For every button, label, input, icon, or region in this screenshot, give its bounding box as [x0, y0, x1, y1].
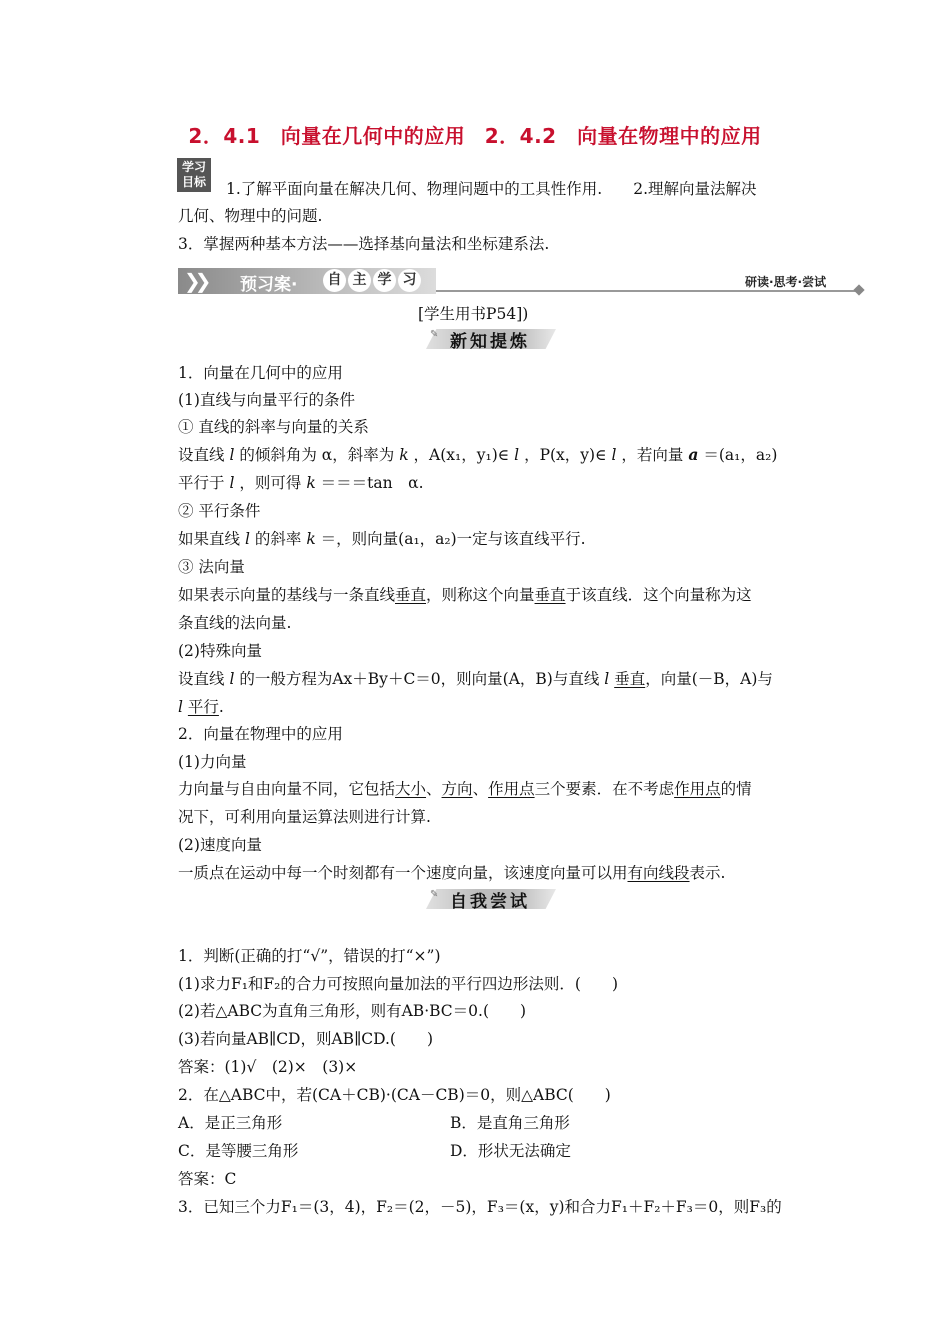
body-line: ② 平行条件 — [178, 502, 261, 520]
double-chevron-icon: ❯❯ — [184, 269, 206, 293]
body-line: (2)特殊向量 — [178, 642, 262, 660]
banner-circle-1: 自 — [323, 269, 346, 292]
title-part-2: 2．4.2 向量在物理中的应用 — [484, 124, 762, 148]
exercise-line: 2．在△ABC中，若(CA＋CB)·(CA－CB)＝0，则△ABC( ) — [178, 1086, 611, 1104]
option-b: B．是直角三角形 — [450, 1114, 570, 1132]
body-line: 2．向量在物理中的应用 — [178, 725, 343, 743]
objective-line-1: 1.了解平面向量在解决几何、物理问题中的工具性作用. 2.理解向量法解决 — [226, 180, 757, 198]
exercise-line: 1．判断(正确的打“√”，错误的打“×”) — [178, 947, 441, 965]
exercise-line: (1)求力F₁和F₂的合力可按照向量加法的平行四边形法则．( ) — [178, 975, 618, 993]
exercise-line: (3)若向量AB∥CD，则AB∥CD.( ) — [178, 1030, 433, 1048]
option-c: C．是等腰三角形 — [178, 1142, 299, 1160]
answer-line: 答案：C — [178, 1170, 237, 1188]
body-line: l 平行. — [178, 698, 224, 716]
banner-circle-3: 学 — [373, 269, 396, 292]
body-line: 如果直线 l 的斜率 k ＝，则向量(a₁，a₂)一定与该直线平行. — [178, 530, 586, 548]
banner-label: 预习案· — [240, 275, 298, 295]
answer-line: 答案：(1)√ (2)× (3)× — [178, 1058, 358, 1076]
body-line: 设直线 l 的一般方程为Ax＋By＋C＝0，则向量(A，B)与直线 l 垂直，向量(－B，A)与 — [178, 670, 773, 688]
body-line: 况下，可利用向量运算法则进行计算. — [178, 808, 431, 826]
banner-circle-2: 主 — [348, 269, 371, 292]
body-line: 设直线 l 的倾斜角为 α，斜率为 k ，A(x₁，y₁)∈ l ，P(x，y)∈ l ，若向量 a ＝(a₁，a₂) — [178, 445, 778, 464]
page-title — [0, 120, 950, 149]
banner-circle-4: 习 — [398, 269, 421, 292]
body-line: 如果表示向量的基线与一条直线垂直，则称这个向量垂直于该直线．这个向量称为这 — [178, 586, 752, 604]
feather-icon: ✎ — [430, 889, 439, 900]
exercise-line: (2)若△ABC为直角三角形，则有AB·BC＝0.( ) — [178, 1002, 527, 1020]
body-line: ③ 法向量 — [178, 558, 245, 576]
book-reference: [学生用书P54]) — [418, 305, 529, 323]
title-part-1: 2．4.1 向量在几何中的应用 — [188, 124, 466, 148]
diamond-icon — [853, 284, 864, 295]
section-heading-new-knowledge — [426, 327, 556, 351]
body-line: (2)速度向量 — [178, 836, 262, 854]
body-line: (1)力向量 — [178, 753, 247, 771]
feather-icon: ✎ — [430, 329, 439, 340]
banner-right-tag: 研读·思考·尝试 — [745, 275, 827, 289]
subhead-label: 新知提炼 — [450, 332, 530, 352]
objective-line-2: 几何、物理中的问题. — [178, 207, 323, 225]
body-line: 条直线的法向量. — [178, 614, 292, 632]
option-a: A．是正三角形 — [178, 1114, 283, 1132]
banner-circles — [323, 269, 421, 292]
subhead-label: 自我尝试 — [450, 892, 530, 912]
body-line: 平行于 l ，则可得 k ＝＝＝tan α. — [178, 474, 424, 492]
body-line: 一质点在运动中每一个时刻都有一个速度向量，该速度向量可以用有向线段表示. — [178, 864, 726, 882]
banner-rule — [436, 290, 856, 292]
body-line: (1)直线与向量平行的条件 — [178, 391, 355, 409]
objective-line-3: 3．掌握两种基本方法——选择基向量法和坐标建系法. — [178, 235, 550, 253]
section-heading-self-try — [426, 887, 556, 911]
option-d: D．形状无法确定 — [450, 1142, 571, 1160]
body-line: 力向量与自由向量不同，它包括大小、方向、作用点三个要素．在不考虑作用点的情 — [178, 780, 752, 798]
objectives-badge: 学习目标 — [177, 158, 211, 192]
body-line: 1．向量在几何中的应用 — [178, 364, 343, 382]
preview-banner — [178, 268, 436, 294]
exercise-line: 3．已知三个力F₁＝(3，4)，F₂＝(2，－5)，F₃＝(x，y)和合力F₁＋F₂＋F₃＝0，则F₃的 — [178, 1198, 782, 1216]
body-line: ① 直线的斜率与向量的关系 — [178, 418, 369, 436]
